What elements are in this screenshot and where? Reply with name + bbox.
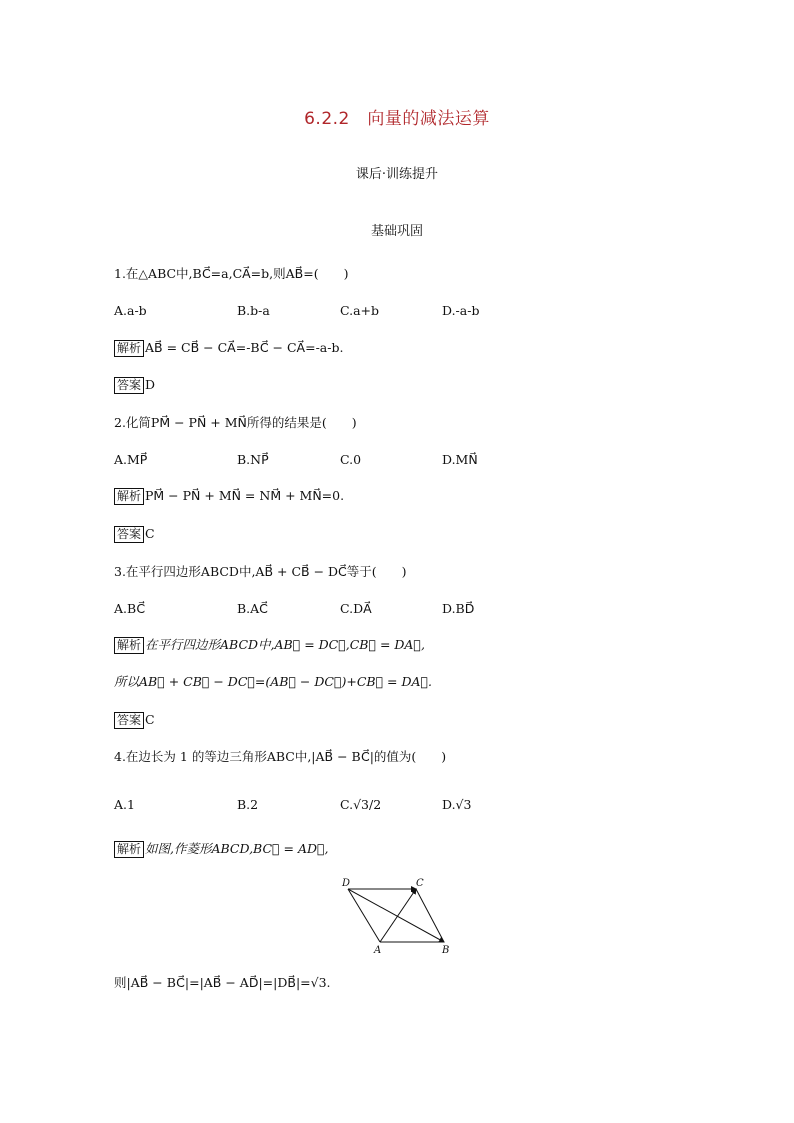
q2-option-a: A.MP⃗: [114, 452, 148, 467]
diagonal-ac: [380, 889, 416, 942]
analysis-label: 解析: [114, 841, 144, 858]
q4-option-b: B.2: [237, 797, 259, 812]
q3-answer: [114, 711, 155, 729]
q2-option-b: B.NP⃗: [237, 452, 269, 467]
q2-analysis-text: PM⃗ − PN⃗ + MN⃗ = NM⃗ + MN⃗=0.: [145, 488, 345, 503]
q4-analysis-text: 如图,作菱形ABCD,BC⃗ = AD⃗,: [145, 841, 329, 856]
vertex-label-b: B: [442, 945, 450, 956]
answer-label: 答案: [114, 526, 144, 543]
q2-option-c: C.0: [340, 452, 362, 467]
q4-conclusion: 则|AB⃗ − BC⃗|=|AB⃗ − AD⃗|=|DB⃗|=√3.: [114, 975, 331, 990]
question-3-stem: 3.在平行四边形ABCD中,AB⃗ + CB⃗ − DC⃗等于( ): [114, 564, 407, 579]
vertex-label-d: D: [342, 878, 351, 889]
q2-answer-text: C: [145, 526, 155, 541]
q4-option-d: D.√3: [442, 797, 472, 812]
q3-option-c: C.DA⃗: [340, 601, 372, 616]
q2-option-d: D.MN⃗: [442, 452, 478, 467]
q1-answer: [114, 376, 155, 394]
vertex-label-a: A: [374, 945, 382, 956]
q3-option-a: A.BC⃗: [114, 601, 146, 616]
page-title: 6.2.2 向量的减法运算: [304, 109, 490, 129]
answer-label: 答案: [114, 712, 144, 729]
q3-option-b: B.AC⃗: [237, 601, 268, 616]
analysis-label: 解析: [114, 340, 144, 357]
q1-answer-text: D: [145, 377, 156, 392]
question-4-stem: 4.在边长为 1 的等边三角形ABC中,|AB⃗ − BC⃗|的值为( ): [114, 749, 447, 764]
q1-option-c: C.a+b: [340, 303, 380, 318]
q3-analysis-line-2: 所以AB⃗ + CB⃗ − DC⃗=(AB⃗ − DC⃗)+CB⃗ = DA⃗.: [114, 674, 433, 689]
page-subtitle: 课后·训练提升: [355, 167, 439, 182]
edge-da: [348, 889, 380, 942]
q2-answer: [114, 525, 155, 543]
answer-label: 答案: [114, 377, 144, 394]
section-heading: 基础巩固: [370, 224, 423, 239]
analysis-label: 解析: [114, 488, 144, 505]
question-2-stem: 2.化简PM⃗ − PN⃗ + MN⃗所得的结果是( ): [114, 415, 357, 430]
question-1-stem: 1.在△ABC中,BC⃗=a,CA⃗=b,则AB⃗=( ): [114, 266, 349, 281]
q4-option-c: C.√3/2: [340, 797, 382, 812]
q3-option-d: D.BD⃗: [442, 601, 475, 616]
vertex-label-c: C: [416, 878, 424, 889]
q1-analysis-text: AB⃗ = CB⃗ − CA⃗=-BC⃗ − CA⃗=-a-b.: [145, 340, 344, 355]
q4-analysis: [114, 840, 328, 858]
q2-analysis: [114, 487, 344, 505]
q4-option-a: A.1: [114, 797, 135, 812]
rhombus-diagram: [336, 872, 460, 956]
q1-option-d: D.-a-b: [442, 303, 480, 318]
q3-answer-text: C: [145, 712, 155, 727]
q1-option-b: B.b-a: [237, 303, 270, 318]
q3-analysis-text: 在平行四边形ABCD中,AB⃗ = DC⃗,CB⃗ = DA⃗,: [145, 637, 425, 652]
q3-analysis: [114, 636, 425, 654]
q1-analysis: [114, 339, 343, 357]
analysis-label: 解析: [114, 637, 144, 654]
q1-option-a: A.a-b: [114, 303, 147, 318]
